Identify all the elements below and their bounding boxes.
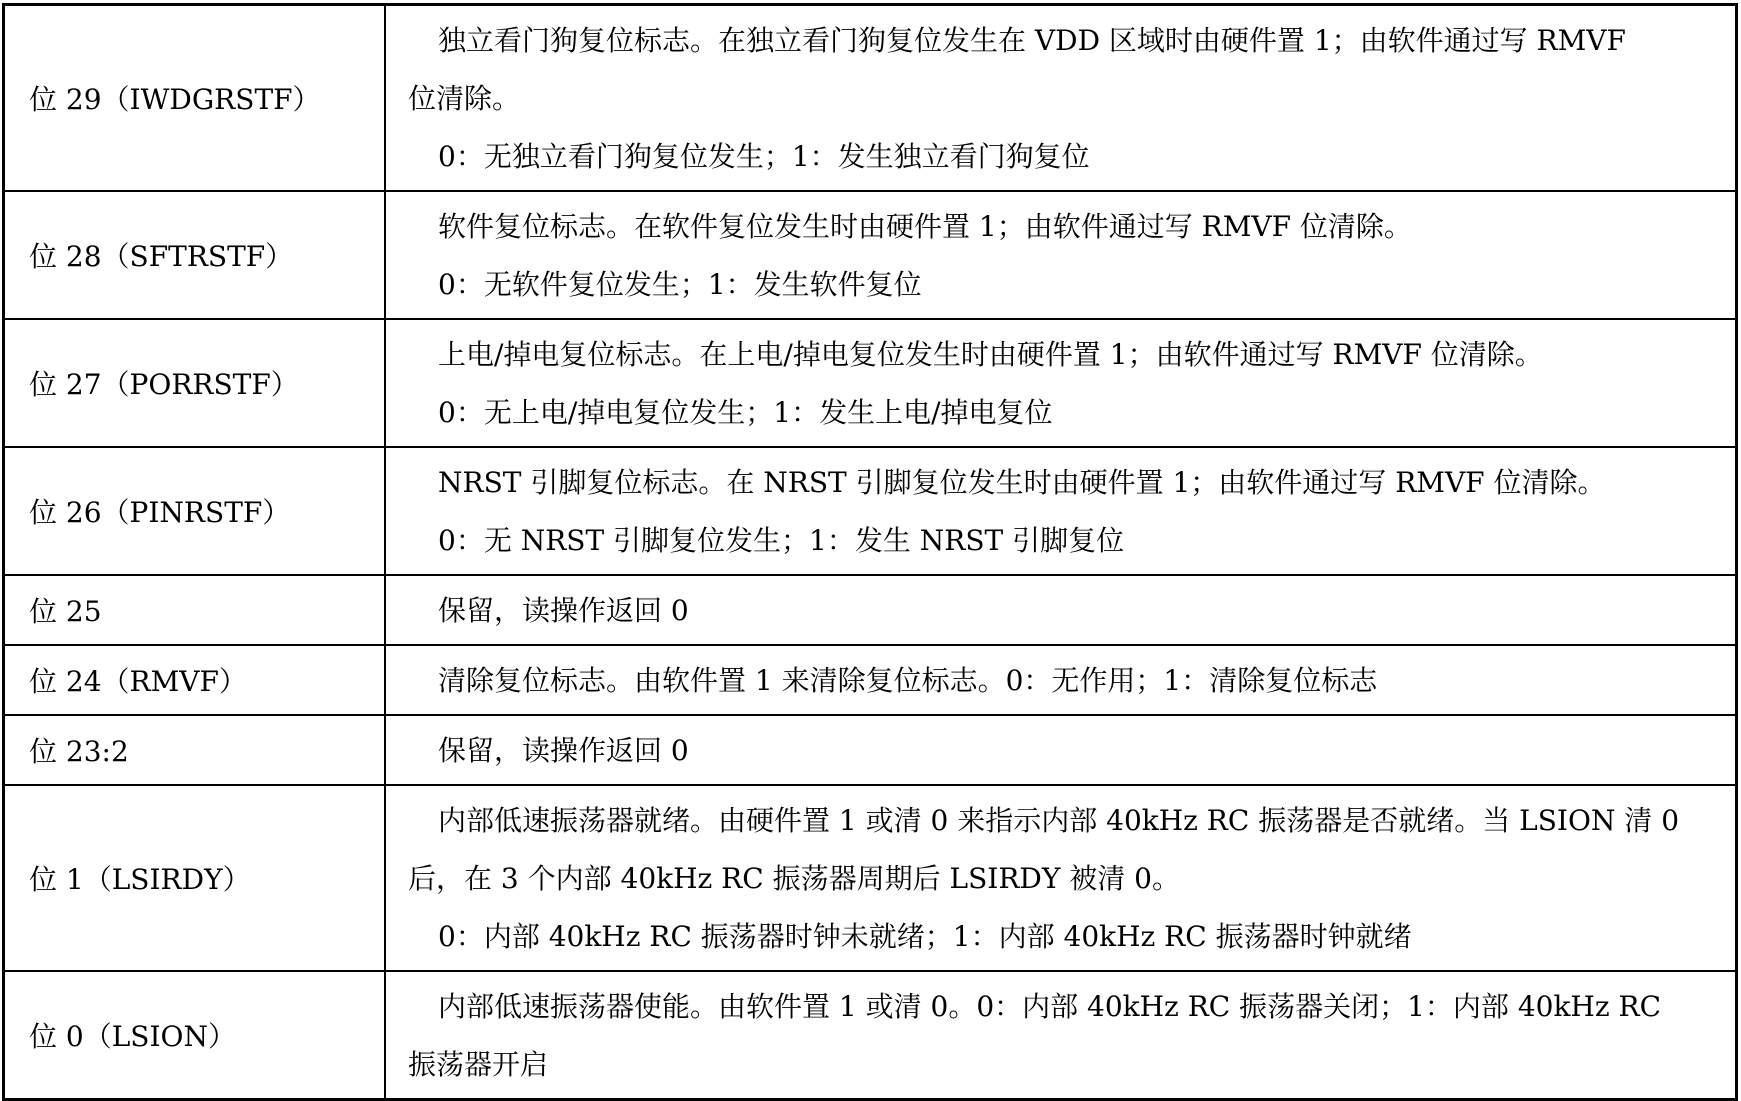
bit-description	[385, 447, 1737, 575]
bit-field-name: 位 28（SFTRSTF）	[4, 191, 386, 319]
description-line: 内部低速振荡器使能。由软件置 1 或清 0。0：内部 40kHz RC 振荡器关闭；1：内部 40kHz RC	[438, 990, 1662, 1023]
bit-description	[385, 715, 1737, 785]
bit-description	[385, 191, 1737, 319]
description-line: 独立看门狗复位标志。在独立看门狗复位发生在 VDD 区域时由硬件置 1；由软件通过写 RMVF	[438, 24, 1626, 57]
bit-description	[385, 575, 1737, 645]
table-row	[4, 971, 1737, 1100]
description-line: 0：无软件复位发生；1：发生软件复位	[438, 268, 922, 301]
description-line: 保留，读操作返回 0	[438, 734, 689, 767]
description-line: 0：无独立看门狗复位发生；1：发生独立看门狗复位	[438, 140, 1090, 173]
table-row	[4, 319, 1737, 447]
description-line: 内部低速振荡器就绪。由硬件置 1 或清 0 来指示内部 40kHz RC 振荡器是否就绪。当 LSION 清 0	[438, 804, 1680, 837]
bit-field-name: 位 0（LSION）	[4, 971, 386, 1100]
table-row	[4, 645, 1737, 715]
description-line: 清除复位标志。由软件置 1 来清除复位标志。0：无作用；1：清除复位标志	[438, 664, 1378, 697]
bit-field-name: 位 1（LSIRDY）	[4, 785, 386, 971]
bit-description	[385, 319, 1737, 447]
bit-description	[385, 971, 1737, 1100]
table-row	[4, 191, 1737, 319]
bit-field-name: 位 24（RMVF）	[4, 645, 386, 715]
register-bit-table-body	[4, 5, 1737, 1100]
bit-description	[385, 785, 1737, 971]
bit-description	[385, 645, 1737, 715]
description-line: 0：无上电/掉电复位发生；1：发生上电/掉电复位	[438, 396, 1053, 429]
table-row	[4, 715, 1737, 785]
description-line: 位清除。	[408, 82, 521, 115]
bit-description	[385, 5, 1737, 192]
description-line: 保留，读操作返回 0	[438, 594, 689, 627]
description-line: 0：无 NRST 引脚复位发生；1：发生 NRST 引脚复位	[438, 524, 1125, 557]
register-bit-table	[2, 3, 1738, 1101]
table-row	[4, 5, 1737, 192]
description-line: NRST 引脚复位标志。在 NRST 引脚复位发生时由硬件置 1；由软件通过写 RMVF 位清除。	[438, 466, 1606, 499]
bit-field-name: 位 29（IWDGRSTF）	[4, 5, 386, 192]
table-row	[4, 575, 1737, 645]
bit-field-name: 位 25	[4, 575, 386, 645]
description-line: 上电/掉电复位标志。在上电/掉电复位发生时由硬件置 1；由软件通过写 RMVF 位清除。	[438, 338, 1543, 371]
bit-field-name: 位 23:2	[4, 715, 386, 785]
description-line: 后，在 3 个内部 40kHz RC 振荡器周期后 LSIRDY 被清 0。	[408, 862, 1180, 895]
table-row	[4, 447, 1737, 575]
table-row	[4, 785, 1737, 971]
description-line: 振荡器开启	[408, 1048, 549, 1081]
description-line: 软件复位标志。在软件复位发生时由硬件置 1；由软件通过写 RMVF 位清除。	[438, 210, 1412, 243]
description-line: 0：内部 40kHz RC 振荡器时钟未就绪；1：内部 40kHz RC 振荡器时钟就绪	[438, 920, 1412, 953]
bit-field-name: 位 27（PORRSTF）	[4, 319, 386, 447]
bit-field-name: 位 26（PINRSTF）	[4, 447, 386, 575]
